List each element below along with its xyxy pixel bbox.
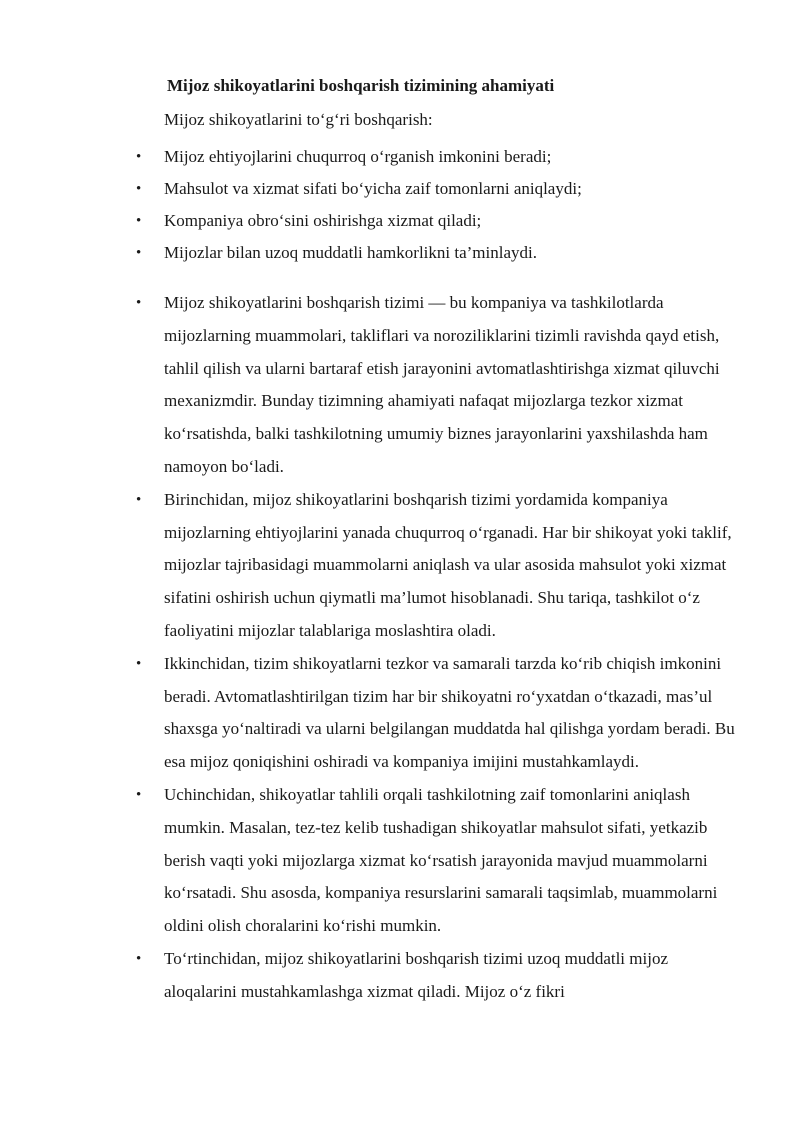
list-item-text: Mijoz ehtiyojlarini chuqurroq o‘rganish imkonini beradi; [164, 147, 552, 166]
bullet-icon: • [136, 491, 142, 508]
list-item-text: Mijozlar bilan uzoq muddatli hamkorlikni ta’minlaydi. [164, 243, 537, 262]
bullet-icon: • [136, 245, 142, 261]
short-points-list [0, 141, 800, 269]
list-item-text: Mahsulot va xizmat sifati bo‘yicha zaif tomonlarni aniqlaydi; [164, 179, 582, 198]
paragraph-list [0, 287, 800, 1009]
document-title: Mijoz shikoyatlarini boshqarish tizimining ahamiyati [167, 76, 555, 95]
list-item-text: Kompaniya obro‘sini oshirishga xizmat qiladi; [164, 211, 482, 230]
bullet-icon: • [136, 786, 142, 803]
list-item [0, 141, 744, 173]
intro-line: Mijoz shikoyatlarini to‘g‘ri boshqarish: [164, 110, 433, 129]
paragraph-item [0, 648, 744, 779]
paragraph-text: Mijoz shikoyatlarini boshqarish tizimi — bu kompaniya va tashkilotlarda mijozlarning muammolari, takliflari va noroziliklarini tizimli ravishda qayd etish, tahlil qilish va ularni bartaraf etish jarayonini avtomatlashtirishga xizmat qiluvchi mexanizmdir. Bunday tizimning ahamiyati nafaqat mijozlarga tezkor xizmat ko‘rsatishda, balki tashkilotning umumiy biznes jarayonlarini yaxshilashda ham namoyon bo‘ladi. [164, 293, 720, 476]
paragraph-text: Ikkinchidan, tizim shikoyatlarni tezkor va samarali tarzda ko‘rib chiqish imkonini beradi. Avtomatlashtirilgan tizim har bir shikoyatni ro‘yxatdan o‘tkazadi, mas’ul shaxsga yo‘naltiradi va ularni belgilangan muddatda hal qilishga yordam beradi. Bu esa mijoz qoniqishini oshiradi va kompaniya imijini mustahkamlaydi. [164, 653, 735, 772]
paragraph-item [0, 287, 744, 484]
paragraph-text: Birinchidan, mijoz shikoyatlarini boshqarish tizimi yordamida kompaniya mijozlarning ehtiyojlarini yanada chuqurroq o‘rganadi. Har bir shikoyat yoki taklif, mijozlar tajribasidagi muammolarni aniqlash va ular asosida mahsulot yoki xizmat sifatini oshirish uchun qiymatli ma’lumot hisoblanadi. Shu tariqa, tashkilot o‘z faoliyatini mijozlar talablariga moslashtira oladi. [164, 489, 732, 640]
paragraph-text: Uchinchidan, shikoyatlar tahlili orqali tashkilotning zaif tomonlarini aniqlash mumkin. Masalan, tez-tez kelib tushadigan shikoyatlar mahsulot sifati, yetkazib berish vaqti yoki mijozlarga xizmat ko‘rsatish jarayonida mavjud muammolarni ko‘rsatadi. Shu asosda, kompaniya resurslarini samarali taqsimlab, muammolarni oldini olish choralarini ko‘rishi mumkin. [164, 784, 718, 936]
list-item [0, 205, 744, 237]
paragraph-item [0, 943, 744, 1009]
bullet-icon: • [136, 213, 142, 229]
paragraph-item [0, 779, 744, 943]
bullet-icon: • [136, 295, 142, 311]
paragraph-text: To‘rtinchidan, mijoz shikoyatlarini boshqarish tizimi uzoq muddatli mijoz aloqalarini mustahkamlashga xizmat qiladi. Mijoz o‘z fikri [164, 948, 668, 1001]
list-item [0, 237, 744, 269]
paragraph-item [0, 484, 744, 648]
bullet-icon: • [136, 181, 142, 197]
bullet-icon: • [136, 149, 142, 165]
list-item [0, 173, 744, 205]
bullet-icon: • [136, 655, 142, 672]
bullet-icon: • [136, 950, 142, 967]
